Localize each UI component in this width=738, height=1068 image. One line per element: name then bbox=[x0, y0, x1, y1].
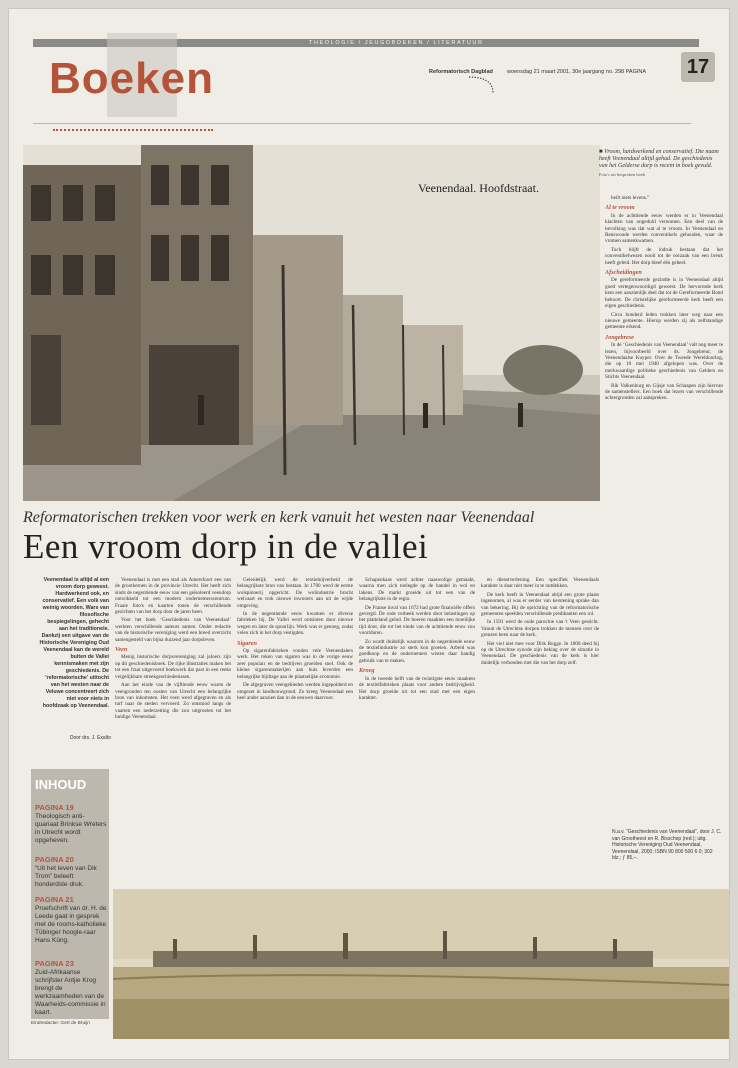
article-headline: Een vroom dorp in de vallei bbox=[23, 527, 429, 566]
paragraph: In de ‘Geschiedenis van Veenendaal’ valt nog meer te lezen, bijvoorbeeld over ds. Jongebreur, de Veenendaalse Kuyper. Over de Tweede Wereldoorlog, die op 10 mei 1940 afgelopen was. Over de merkwaardige politieke geschiedenis van Gelders en Stichts Veenendaal. bbox=[605, 342, 723, 381]
section-logo: Boeken bbox=[49, 54, 214, 103]
article-column-1 bbox=[115, 577, 231, 883]
contents-box bbox=[31, 769, 109, 1019]
landscape-painting-image bbox=[113, 889, 729, 1039]
page-number: 17 bbox=[681, 52, 715, 82]
contents-title: INHOUD bbox=[35, 777, 87, 792]
subhead: Al te vroom bbox=[605, 204, 635, 212]
paragraph: Geleidelijk werd de textielnijverheid de belangrijkste bron van bestaan. In 1700 werd de eerste wolspinnerij opgericht. De wolindustrie bracht welvaart en trok nieuwe inwoners aan uit de wijde omgeving. bbox=[237, 577, 353, 609]
newspaper-page bbox=[8, 8, 730, 1060]
paragraph: en dienstverlening. Een specifiek Veenendaals karakter is daar niet meer in te ontdekken. bbox=[481, 577, 599, 590]
paragraph: Het viel niet mee voor Dirk Rogge. In 1800 deed hij op de Utrechtse synode zijn beklag over de situatie in Veenendaal. De geschiedenis van de kerk is hier duidelijk verbonden met die van het dorp zelf. bbox=[481, 640, 599, 666]
article-intro: Veenendaal is altijd al een vroom dorp geweest. Hardwerkend ook, en conservatief. Een volk van weinig woorden. Wars van filosofische bespiegelingen, gehecht aan het traditionele. Dankzij een uitgave van de Historische Vereniging Oud Veenendaal kan de wereld buiten de Vallei kennismaken met zijn geschiedenis. De 'reformatorische' uittocht van het westen naar de Veluwe concentreert zich niet voor niets in hoofdzaak op Veenendaal. bbox=[39, 577, 109, 709]
paragraph: Circa honderd leden trokken later weg naar een nieuwe gemeente. Hierop werden zij als zelfstandige gemeente erkend. bbox=[605, 311, 723, 331]
paragraph: In de achttiende eeuw werden er in Veenendaal klachten van ongeduld vernomen. Een deel van de bevolking was dat wat al te vroom. In Veenendaal en Renswoude werden conventikels gehouden, waar de vromen samenkwamen. bbox=[605, 212, 723, 245]
paragraph: De kerk heeft in Veenendaal altijd een grote plaats ingenomen, al was er eerder van kerstening sprake dan van bekering. Bij de oprichting van de reformatorische gemeenten speelden verschillende predikanten een rol. bbox=[481, 591, 599, 618]
contents-item bbox=[35, 803, 107, 845]
article-column-3 bbox=[359, 577, 475, 883]
header-rule bbox=[33, 123, 691, 124]
paragraph: In de tweede helft van de twintigste eeuw maakten de textielfabrieken plaats voor andere bedrijvigheid. Het dorp groeide uit tot een stad met een eigen karakter. bbox=[359, 675, 475, 701]
paragraph: De afgegraven veengebieden werden ingepolderd en omgezet in landbouwgrond. Zo kreeg Veenendaal een heel ander aanzien dan in de eeuwen daarvoor. bbox=[237, 682, 353, 701]
contents-page: PAGINA 23 bbox=[35, 959, 74, 968]
street-photo-image bbox=[23, 145, 600, 501]
paragraph: Menig historische dorpsvereniging zal jaloers zijn op dit geschiedenisboek. De rijke illustraties maken het tot een fraai uitgevoerd boekwerk dat past in een reeks vergelijkbare streekgeschiedenissen. bbox=[115, 654, 231, 680]
paragraph: Voor het boek ‘Geschiedenis van Veenendaal’ werkten verschillende auteurs samen. Onder redactie van de historische vereniging werd een breed overzicht samengesteld van bijna duizend jaar dorpsleven. bbox=[115, 617, 231, 643]
dotted-divider bbox=[53, 129, 213, 131]
subhead: Sigaren bbox=[237, 639, 257, 647]
subhead: Veen bbox=[115, 646, 128, 654]
contents-page: PAGINA 21 bbox=[35, 895, 74, 904]
contents-item bbox=[35, 855, 107, 889]
subhead: Kroeg bbox=[359, 667, 375, 675]
photo-title: Veenendaal. Hoofdstraat. bbox=[418, 181, 539, 195]
street-photo bbox=[23, 145, 600, 501]
contents-text: Zuid-Afrikaanse schrijfster Antjie Krog brengt de werkzaamheden van de Waarheids-commissie in kaart. bbox=[35, 969, 106, 1016]
paragraph: Op sigarenfabrieken vonden vele Veenendalers werk. Het roken van sigaren was in de vorige eeuw zeer populair en de bedrijven groeiden snel. Ook de kleine sigarenmakerijen aan huis leverden een belangrijke bijdrage aan de plaatselijke economie. bbox=[237, 648, 353, 680]
photo-credit: Foto's uit besproken boek bbox=[599, 172, 646, 177]
paragraph: De Franse inval van 1672 had grote financiële offers gevergd. De rode verbeek werden door belastingen op het platteland geïnd. De boeren maakten een moeilijke tijd door, die tot het einde van de achttiende eeuw zou voortduren. bbox=[359, 604, 475, 637]
dotted-curve-ornament bbox=[467, 73, 497, 95]
paragraph: In de negentiende eeuw kwamen er diverse fabrieken bij. De Vallei werd ontsloten door nieuwe wegen en later de spoorlijn. Werk was er genoeg, zodat velen zich in het dorp vestigden. bbox=[237, 611, 353, 637]
paragraph: In 1591 werd de oude parochie van 't Veen gesticht. Vanuit de Utrechtse dorpen trokken de mensen over de grenzen heen naar de kerk. bbox=[481, 619, 599, 639]
article-byline: Door drs. J. Exalto bbox=[69, 735, 111, 741]
paragraph: Schapenkaas werd achter naaswolige gemaakt, waarna men zich toelegde op de handel in wol en lakens. De markt groeide uit tot een van de belangrijkste in de regio. bbox=[359, 577, 475, 603]
contents-text: Proefschrift van dr. H. de Leede gaat in gesprek met de rooms-katholieke Tübinger hoogle-raar Hans Küng. bbox=[35, 905, 107, 944]
contents-item bbox=[35, 959, 107, 1017]
contents-text: Theologisch anti-quariaat Brinkse Wreters in Utrecht wordt opgeheven. bbox=[35, 813, 107, 844]
subhead: Jongebrese bbox=[605, 333, 634, 341]
article-kicker: Reformatorischen trekken voor werk en kerk vanuit het westen naar Veenendaal bbox=[23, 509, 535, 526]
editor-credit: Eindredactie: Gert de Bruijn bbox=[31, 1021, 90, 1026]
paragraph: Rik Valkenburg en Gijsje van Schaapen zijn hiervan de samenstellers. Een boek dat lezers van verschillende achtergronden zal aanspreken. bbox=[605, 382, 723, 402]
paragraph: Toch blijft de indruk bestaan dat het conventikelwezen nooit tot de oorzaak van een breuk heeft geleid. Het dorp bleef één geheel. bbox=[605, 246, 723, 266]
contents-page: PAGINA 19 bbox=[35, 803, 74, 812]
paragraph: De gereformeerde gezindte is in Veenendaal altijd goed vertegenwoordigd geweest. De hervormde kerk kent een aanzienlijk deel dat tot de Gereformeerde Bond behoort. De christelijke gereformeerde kerk heeft een eigen geschiedenis. bbox=[605, 277, 723, 310]
contents-item bbox=[35, 895, 107, 945]
book-info-note: N.a.v. “Geschiedenis van Veenendaal”, door J. C. van Grootheest en R. Bisschop (red.); uitg. Historische Vereniging Oud Veenendaal, Veenendaal, 2000; ISBN 90 800 500 6 0; 302 blz.; ƒ 85,–. bbox=[612, 829, 722, 861]
paragraph: heilt niets levens.” bbox=[611, 195, 650, 201]
paragraph: Aan het einde van de vijftiende eeuw waren de veengronden ten oosten van Utrecht een belangrijke bron van inkomsten. Het veen werd afgegraven en als turf naar de steden vervoerd. Zo ontstond langs de vaarten een nederzetting die zou uitgroeien tot het huidige Veenendaal. bbox=[115, 682, 231, 721]
article-column-4 bbox=[481, 577, 599, 883]
paragraph: Zo wordt duidelijk waarom in de negentiende eeuw de textielindustrie zo sterk kon groeien. Arbeid was goedkoop en de ondernemers wisten daar handig gebruik van te maken. bbox=[359, 638, 475, 664]
article-column-2 bbox=[237, 577, 353, 883]
photo-caption: ■ Vroom, hardwerkend en conservatief. Die naam heeft Veenendaal altijd gehad. De geschiedenis van het Gelderse dorp is recent in boek gevuld. bbox=[599, 149, 719, 169]
dateline: woensdag 21 maart 2001, 30e jaargang no. 298 PAGINA bbox=[507, 69, 647, 75]
section-bar-label: THEOLOGIE / JEUGDBOEKEN / LITERATUUR bbox=[309, 40, 484, 46]
landscape-painting bbox=[113, 889, 729, 1039]
article-column-5 bbox=[605, 195, 723, 825]
contents-page: PAGINA 20 bbox=[35, 855, 74, 864]
paragraph: Veenendaal is met een stad als Amersfoort een van de grootkernen in de provincie Utrecht. Het heeft zich sinds de negentiende eeuw van een geïsoleerd veendorp ontwikkeld tot een modern ondernemerscentrum. Fraaie foto's en kaarten tonen de verschillende gezichten van het dorp door de jaren heen. bbox=[115, 577, 231, 616]
subhead: Afscheidingen bbox=[605, 269, 642, 277]
contents-text: “Uit het leven van Dik Trom” beleeft honderdste druk. bbox=[35, 865, 97, 888]
photo-caption-box bbox=[599, 149, 719, 177]
paper-name: Reformatorisch Dagblad bbox=[429, 69, 493, 75]
